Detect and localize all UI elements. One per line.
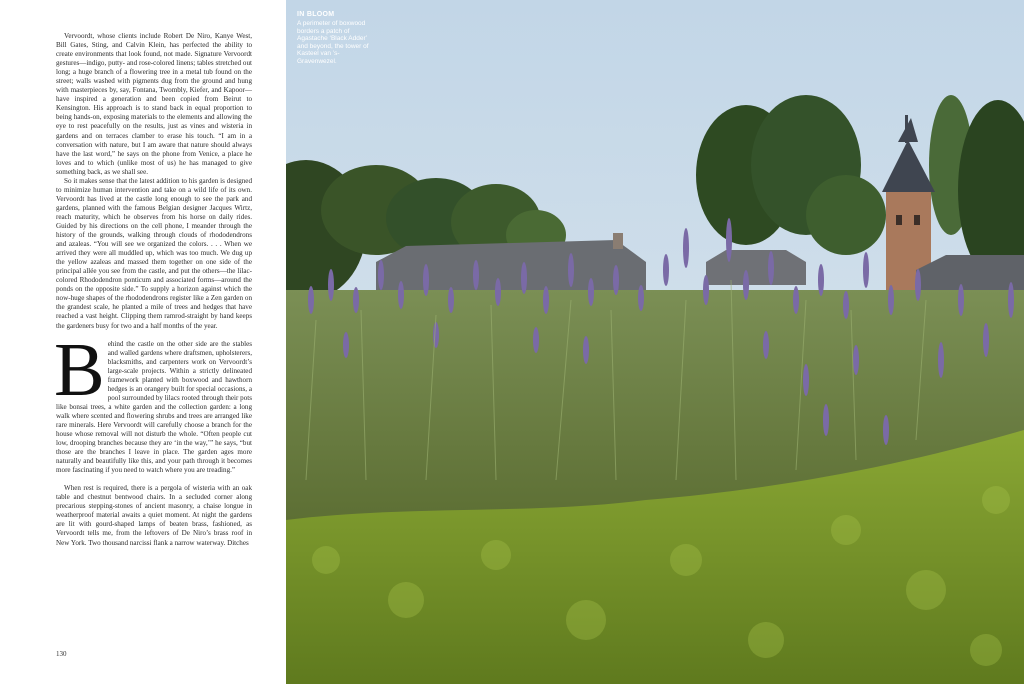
- garden-photo: [286, 0, 1024, 684]
- caption-heading: IN BLOOM: [297, 11, 335, 18]
- page-number: 130: [56, 650, 67, 658]
- garden-photo-illustration: [286, 0, 1024, 684]
- caption-body: A perimeter of boxwood borders a patch of Agastache ‘Black Adder’ and beyond, the tower of Kasteel van ’s-Gravenwezel.: [297, 20, 369, 65]
- article-paragraph: So it makes sense that the latest addition to his garden is designed to minimize human intervention and take on a wild life of its own. Vervoordt has lived at the castle long enough to see the park and gardens, planned with the famous Belgian designer Jacques Wirtz, reach maturity, which he observes from his horse on daily rides. Guided by his directions on the cell phone, I meander through the history of the grounds, walking through clouds of rhododendrons and azaleas. “You will see we organized the colors. . . . When we arrived they were all muddled up, which was too much. We dug up the yellow azaleas and massed them together on one side of the principal allée you see from the castle, and put the others—the lilac-colored Rhododendron ponticum and associated forms—around the ponds on the opposite side.” To supply a horizon against which the now-huge shapes of the rhododendrons register like a Zen garden on the grandest scale, he planted a mile of trees and hedges that have reached a vast height. Clipping them ramrod-straight by hand keeps the gardeners busy for two and a half months of the year.: [56, 176, 252, 330]
- drop-cap: B: [54, 327, 105, 412]
- left-page: [0, 0, 286, 684]
- article-paragraph: When rest is required, there is a pergola of wisteria with an oak table and chestnut bentwood chairs. In a secluded corner along precarious stepping-stones of ancient masonry, a chaise longue in weatherproof material awaits a quiet moment. At night the gardens are lit with gourd-shaped lamps of beaten brass, fashioned, as Vervoordt tells me, from the leftovers of De Niro’s brass roof in New York. Two thousand narcissi flank a narrow waterway. Ditches: [56, 484, 252, 547]
- dropcap-paragraph-text: ehind the castle on the other side are the stables and walled gardens where draftsmen, upholsterers, blacksmiths, and carpenters work on Vervoordt’s large-scale projects. Within a strictly delineated framework planted with boxwood and hawthorn hedges is an orangery built for special occasions, a pool surrounded by lilacs rooted through their pots like bonsai trees, a white garden and the collection garden: a long walk where scented and flowering shrubs and trees are arranged like rare minerals. Here Vervoordt will carefully choose a branch for the house whose removal will not disturb the whole. “Often people cut low, drooping branches because they are ‘in the way,’” he says, “but those are the branches I leave in place. The garden ages more naturally and beautifully like this, and your path through it becomes more fascinating if you need to watch where you are treading.”: [56, 339, 252, 475]
- article-text-column: [56, 32, 252, 548]
- dropcap-paragraph: [54, 327, 252, 476]
- article-paragraph: Vervoordt, whose clients include Robert De Niro, Kanye West, Bill Gates, Sting, and Calvin Klein, has perfected the ability to create environments that look found, not made. Signature Vervoordt gestures—indigo, putty- and rose-colored linens; tables stretched out long; a huge branch of a flowering tree in a metal tub found on the street; walls washed with pigments dug from the ground and hung with masterpieces by, say, Fontana, Twombly, Kiefer, and Kapoor—have inspired a generation and been copied from Beirut to Kensington. His approach is to stand back in equal proportion to being hands-on, exposing materials to the elements and allowing the eye to rest peacefully on the results, just as vines and wisteria in gardens and on terraces clamber to erase his touch. “I am in a conversation with nature, but I am aware that nature should always have the last word,” he says on the phone from Venice, a place he loves and to which (unlike most of us) he has managed to give something back, as we shall see.: [56, 32, 252, 176]
- photo-caption: [297, 11, 377, 66]
